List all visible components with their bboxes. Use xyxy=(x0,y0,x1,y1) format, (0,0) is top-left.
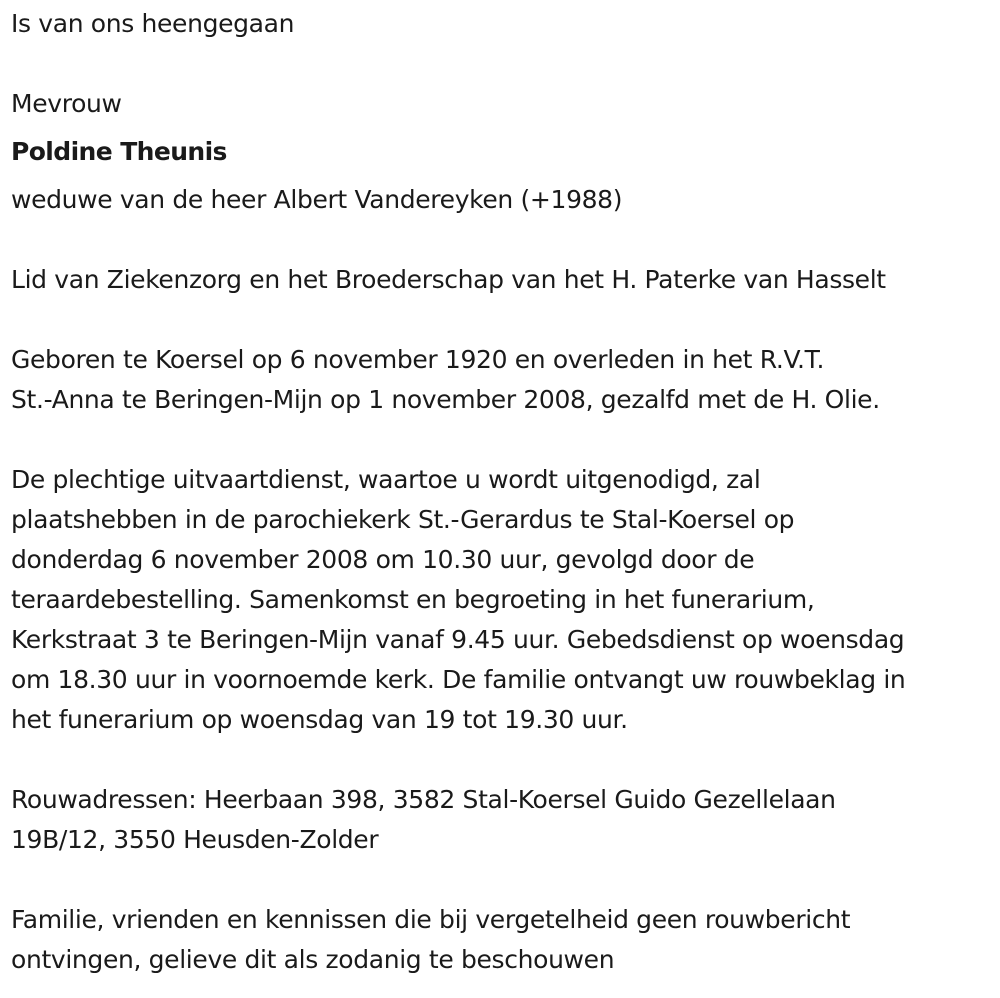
spacer xyxy=(11,860,996,900)
addresses-paragraph xyxy=(11,780,996,860)
salutation: Mevrouw xyxy=(11,89,122,118)
paragraph-line: teraardebestelling. Samenkomst en begroeting in het funerarium, xyxy=(11,585,815,614)
death-notice xyxy=(11,4,996,980)
paragraph-line: Familie, vrienden en kennissen die bij vergetelheid geen rouwbericht xyxy=(11,905,851,934)
deceased-name: Poldine Theunis xyxy=(11,137,227,166)
paragraph-line: Geboren te Koersel op 6 november 1920 en overleden in het R.V.T. xyxy=(11,345,825,374)
paragraph-line: plaatshebben in de parochiekerk St.-Gerardus te Stal-Koersel op xyxy=(11,505,795,534)
spacer xyxy=(11,420,996,460)
spacer xyxy=(11,124,996,132)
paragraph-line: De plechtige uitvaartdienst, waartoe u wordt uitgenodigd, zal xyxy=(11,465,761,494)
funeral-paragraph xyxy=(11,460,996,740)
paragraph-line: ontvingen, gelieve dit als zodanig te beschouwen xyxy=(11,945,615,974)
membership-text: Lid van Ziekenzorg en het Broederschap van het H. Paterke van Hasselt xyxy=(11,265,886,294)
intro-text: Is van ons heengegaan xyxy=(11,9,295,38)
spacer xyxy=(11,740,996,780)
closing-paragraph xyxy=(11,900,996,980)
spacer xyxy=(11,44,996,84)
spacer xyxy=(11,172,996,180)
paragraph-line: Rouwadressen: Heerbaan 398, 3582 Stal-Koersel Guido Gezellelaan xyxy=(11,785,836,814)
paragraph-line: Kerkstraat 3 te Beringen-Mijn vanaf 9.45 uur. Gebedsdienst op woensdag xyxy=(11,625,905,654)
paragraph-line: om 18.30 uur in voornoemde kerk. De familie ontvangt uw rouwbeklag in xyxy=(11,665,906,694)
paragraph-line: het funerarium op woensdag van 19 tot 19.30 uur. xyxy=(11,705,628,734)
widow-of-text: weduwe van de heer Albert Vandereyken (+1988) xyxy=(11,185,623,214)
spacer xyxy=(11,220,996,260)
birth-death-paragraph xyxy=(11,340,996,420)
paragraph-line: 19B/12, 3550 Heusden-Zolder xyxy=(11,825,379,854)
paragraph-line: St.-Anna te Beringen-Mijn op 1 november 2008, gezalfd met de H. Olie. xyxy=(11,385,880,414)
paragraph-line: donderdag 6 november 2008 om 10.30 uur, gevolgd door de xyxy=(11,545,755,574)
spacer xyxy=(11,300,996,340)
